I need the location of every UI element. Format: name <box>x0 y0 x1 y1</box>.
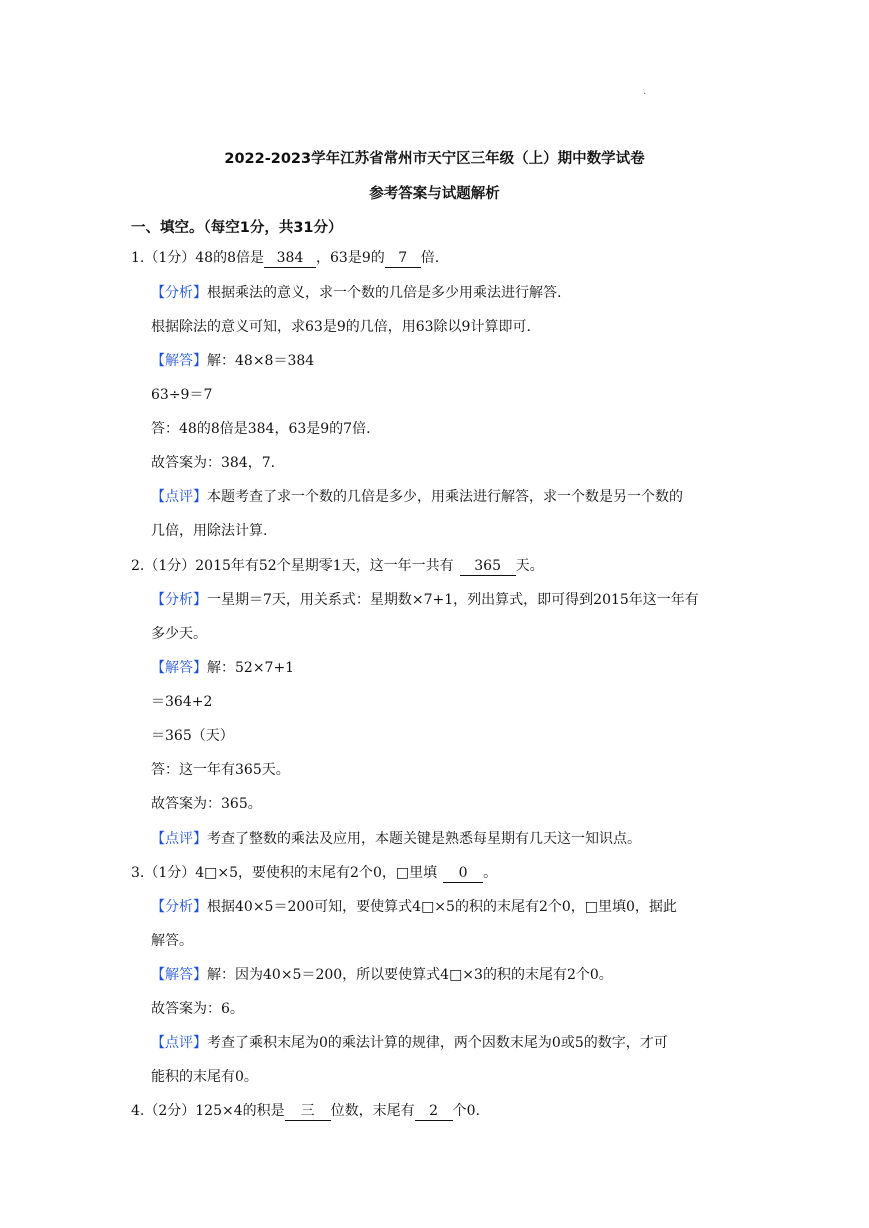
comment: 【点评】考查了乘积末尾为0的乘法计算的规律，两个因数末尾为0或5的数字，才可 <box>151 1035 668 1051</box>
answer-blank: 7 <box>385 249 421 268</box>
question-4: 4.（2分）125×4的积是 三 位数，末尾有 2 个0. <box>131 1103 480 1119</box>
page-subtitle: 参考答案与试题解析 <box>369 186 500 202</box>
question-1: 1.（1分）48的8倍是 384 ，63是9的 7 倍. <box>131 250 440 266</box>
solution-label: 【解答】 <box>151 660 207 676</box>
answer-blank: 384 <box>264 249 316 268</box>
question-3: 3.（1分）4□×5，要使积的末尾有2个0，□里填 0 。 <box>131 865 498 881</box>
solution-text: 故答案为：365。 <box>151 796 262 812</box>
analysis: 【分析】根据乘法的意义，求一个数的几倍是多少用乘法进行解答. <box>151 285 562 301</box>
solution-label: 【解答】 <box>151 353 207 369</box>
answer-blank: 2 <box>415 1102 453 1121</box>
comment-label: 【点评】 <box>151 831 207 847</box>
solution-text: 故答案为：384，7. <box>151 455 276 471</box>
page-title: 2022-2023学年江苏省常州市天宁区三年级（上）期中数学试卷 <box>224 151 645 167</box>
comment-label: 【点评】 <box>151 489 207 505</box>
analysis-text: 解答。 <box>151 933 193 949</box>
solution: 【解答】解：48×8＝384 <box>151 353 315 369</box>
comment: 【点评】本题考查了求一个数的几倍是多少，用乘法进行解答，求一个数是另一个数的 <box>151 489 683 505</box>
solution-label: 【解答】 <box>151 967 207 983</box>
analysis-label: 【分析】 <box>151 592 207 608</box>
solution-text: 故答案为：6。 <box>151 1001 244 1017</box>
question-2: 2.（1分）2015年有52个星期零1天，这一年一共有 365 天。 <box>131 558 544 574</box>
solution-text: ＝364+2 <box>151 694 213 710</box>
analysis: 【分析】一星期＝7天，用关系式：星期数×7+1，列出算式，即可得到2015年这一年有 <box>151 592 699 608</box>
answer-blank: 三 <box>285 1102 331 1121</box>
analysis-label: 【分析】 <box>151 899 207 915</box>
solution: 【解答】解：52×7+1 <box>151 660 295 676</box>
solution-text: 答：这一年有365天。 <box>151 762 290 778</box>
solution: 【解答】解：因为40×5＝200，所以要使算式4□×3的积的末尾有2个0。 <box>151 967 613 983</box>
solution-text: 答：48的8倍是384，63是9的7倍. <box>151 421 371 437</box>
comment-label: 【点评】 <box>151 1035 207 1051</box>
analysis-text: 多少天。 <box>151 626 207 642</box>
analysis: 【分析】根据40×5＝200可知，要使算式4□×5的积的末尾有2个0，□里填0，据此 <box>151 899 677 915</box>
analysis-text: 根据除法的意义可知，求63是9的几倍，用63除以9计算即可. <box>151 319 531 335</box>
answer-blank: 365 <box>460 557 516 576</box>
comment-text: 几倍，用除法计算. <box>151 523 268 539</box>
comment-text: 能积的末尾有0。 <box>151 1069 258 1085</box>
analysis-label: 【分析】 <box>151 285 207 301</box>
solution-text: 63÷9＝7 <box>151 387 213 403</box>
solution-text: ＝365（天） <box>151 728 234 744</box>
comment: 【点评】考查了整数的乘法及应用，本题关键是熟悉每星期有几天这一知识点。 <box>151 831 641 847</box>
answer-blank: 0 <box>443 864 483 883</box>
corner-mark: . <box>643 86 647 97</box>
section-heading: 一、填空。（每空1分，共31分） <box>131 220 343 236</box>
